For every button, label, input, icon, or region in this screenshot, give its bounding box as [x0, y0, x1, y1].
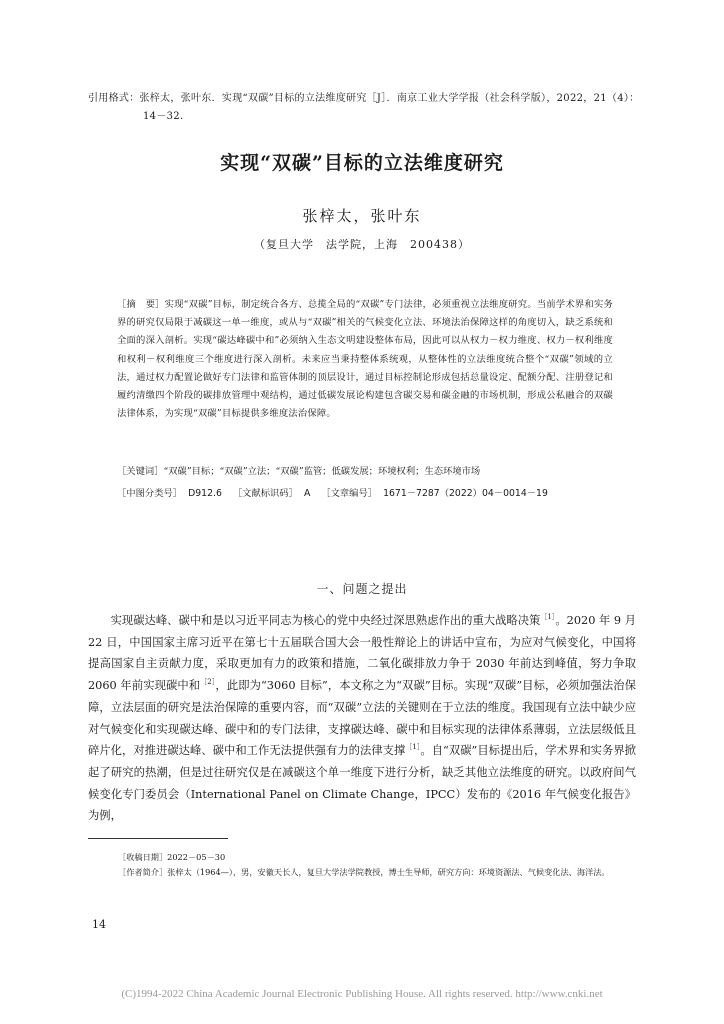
keywords-text: “双碳”目标；“双碳”立法；“双碳”监管；低碳发展；环境权利；生态环境市场 — [163, 466, 481, 477]
clc-value: D912.6 — [188, 488, 222, 499]
clc-label: ［中图分类号］ — [117, 488, 183, 499]
body-text-3: ，此即为“3060 目标”，本文称之为“双碳”目标。实现“双碳”目标，必须加强法治保障，立法层面的研究是法治保障的重要内容，而“双碳”立法的关键则在于立法的维度。我国现有立法中缺少应对气候变化和实现碳达峰、碳中和的专门法律，支撑碳达峰、碳中和目标实现的法律体系薄弱，立法层级低且碎片化，对推进碳达峰、碳中和工作无法提供强有力的法律支撑 — [88, 679, 636, 758]
article-number-label: ［文章编号］ — [321, 488, 378, 499]
citation-line-1: 引用格式：张梓太，张叶东．实现“双碳”目标的立法维度研究［J］．南京工业大学学报（社会科学版），2022，21（4）： — [88, 93, 640, 104]
affiliation: （复旦大学 法学院，上海 200438） — [254, 238, 470, 251]
doc-code-value: A — [303, 488, 311, 499]
reference-3[interactable]: ［1］ — [405, 743, 421, 752]
author-intro: ［作者简介］张梓太（1964—），男，安徽天长人，复旦大学法学院教授，博士生导师，研究方向：环境资源法、气候变化法、海洋法。 — [118, 867, 610, 877]
footnote-divider — [88, 838, 228, 839]
authors: 张梓太，张叶东 — [302, 207, 422, 225]
page-number: 14 — [92, 918, 106, 931]
keywords — [117, 464, 613, 480]
section-heading: 一、问题之提出 — [316, 582, 408, 596]
reference-2[interactable]: ［2］ — [200, 678, 216, 687]
keywords-label: ［关键词］ — [117, 466, 164, 477]
copyright-watermark: (C)1994-2022 China Academic Journal Electronic Publishing House. All rights reserved. http://www.cnki.net — [121, 988, 603, 1000]
article-number-value: 1671－7287（2022）04－0014－19 — [383, 488, 548, 499]
doc-code-label: ［文献标识码］ — [232, 488, 298, 499]
paper-title: 实现“双碳”目标的立法维度研究 — [220, 152, 504, 174]
body-text-4: 。自“双碳”目标提出后，学术界和实务界掀起了研究的热潮，但是过往研究仅是在减碳这个单一维度下进行分析，缺乏其他立法维度的研究。以政府间气候变化专门委员会（International Panel on Climate Change，IPCC）发布的《2016 年气候变化报告》为例， — [88, 744, 636, 823]
footnotes — [88, 850, 636, 880]
received-date: ［收稿日期］2022－05－30 — [118, 852, 226, 862]
abstract — [117, 296, 613, 423]
abstract-text: 实现“双碳”目标，制定统合各方、总揽全局的“双碳”专门法律，必须重视立法维度研究。当前学术界和实务界的研究仅局限于减碳这一单一维度，或从与“双碳”相关的气候变化立法、环境法治保障这样的角度切入，缺乏系统和全面的深入剖析。实现“碳达峰碳中和”必须纳入生态文明建设整体布局，因此可以从权力－权力维度、权力－权利维度和权利－权利维度三个维度进行深入剖析。未来应当秉持整体系统观，从整体性的立法维度统合整个“双碳”领域的立法，通过权力配置论做好专门法律和监管体制的顶层设计，通过目标控制论形成包括总量设定、配额分配、注册登记和履约清缴四个阶段的碳排放管理中观结构，通过低碳发展论构建包含碳交易和碳金融的市场机制，形成公私融合的双碳法律体系，为实现“双碳”目标提供多维度法治保障。 — [117, 299, 613, 420]
body-paragraph — [88, 610, 636, 827]
classification-line — [117, 486, 637, 502]
body-text-2: 。2020 年 9 月 22 日，中国国家主席习近平在第七十五届联合国大会一般性辩论上的讲话中宣布，为应对气候变化，中国将提高国家自主贡献力度，采取更加有力的政策和措施，二氧化碳排放力争于 2030 年前达到峰值，努力争取 2060 年前实现碳中和 — [88, 614, 636, 693]
abstract-label: ［摘 要］ — [117, 299, 165, 310]
body-text-1: 实现碳达峰、碳中和是以习近平同志为核心的党中央经过深思熟虑作出的重大战略决策 — [110, 614, 541, 627]
citation-block — [88, 90, 648, 126]
citation-line-2: 14－32． — [143, 111, 191, 122]
reference-1[interactable]: ［1］ — [540, 613, 556, 622]
